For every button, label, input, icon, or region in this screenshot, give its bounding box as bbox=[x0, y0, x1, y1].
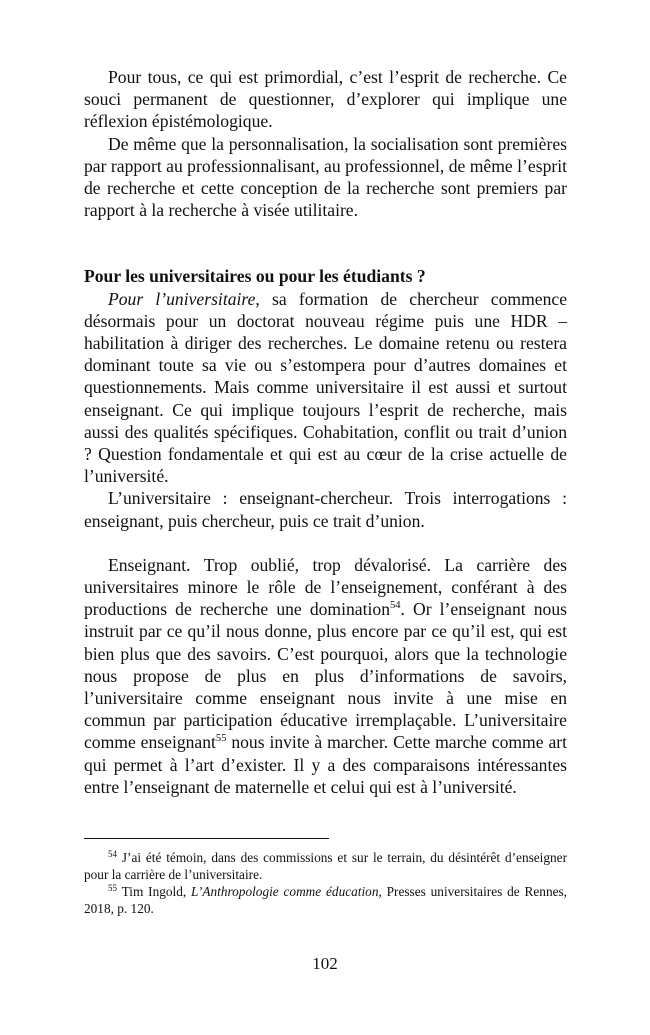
paragraph-text: . Or l’enseignant nous instruit par ce qu’il nous donne, plus encore par ce qu’il est, qui est bien plus que des savoirs. C’est pourquoi, alors que la technologie nous propose de plus en plus d’informations de savoirs, l’universitaire comme enseignant nous invite à une mise en commun par participation éducative irremplaçable. L’universitaire comme enseignant bbox=[84, 599, 567, 753]
italic-phrase: Pour l’universitaire bbox=[108, 288, 256, 309]
paragraph-text: , sa formation de chercheur commence désormais pour un doctorat nouveau régime puis une HDR – habilitation à diriger des recherches. Le domaine retenu ou restera dominant toute sa vie ou s’estompera pour d’autres domaines et questionnements. Mais comme universitaire il est aussi et surtout enseignant. Ce qui implique toujours l’esprit de recherche, mais aussi des qualités spécifiques. Cohabitation, conflit ou trait d’union ? Question fondamentale et qui est au cœur de la crise actuelle de l’université. bbox=[84, 288, 568, 487]
paragraph bbox=[84, 554, 567, 798]
paragraph: Pour tous, ce qui est primordial, c’est l’esprit de recherche. Ce souci permanent de questionner, d’explorer qui implique une réflexion épistémologique. bbox=[84, 67, 567, 132]
footnote-number: 54 bbox=[108, 849, 117, 859]
footnote-reference: 55 bbox=[215, 733, 227, 745]
page-number: 102 bbox=[312, 954, 338, 973]
footnote bbox=[84, 883, 567, 917]
section-gap bbox=[84, 221, 567, 265]
footnote-text: , Presses universitaires de Rennes, 2018, p. 120. bbox=[84, 884, 567, 916]
paragraph-text: Enseignant. Trop oublié, trop dévalorisé. La carrière des universitaires minore le rôle de l’enseignement, conférant à des productions de recherche une domination bbox=[84, 554, 567, 620]
section-gap bbox=[84, 532, 567, 554]
footnote-text: J’ai été témoin, dans des commissions et sur le terrain, du désintérêt d’enseigner pour la carrière de l’universitaire. bbox=[84, 850, 567, 882]
paragraph bbox=[84, 288, 567, 488]
section-heading: Pour les universitaires ou pour les étudiants ? bbox=[84, 266, 426, 287]
footnote-text: Tim Ingold, bbox=[117, 884, 192, 899]
paragraph: L’universitaire : enseignant-chercheur. Trois interrogations : enseignant, puis chercheur, puis ce trait d’union. bbox=[84, 488, 567, 531]
footnote-number: 55 bbox=[108, 883, 117, 893]
footnote-reference: 54 bbox=[390, 600, 401, 612]
footnote-title: L’Anthropologie comme éducation bbox=[191, 884, 379, 899]
page-body bbox=[84, 66, 567, 798]
footnote bbox=[84, 849, 567, 883]
paragraph-text: nous invite à marcher. Cette marche comme art qui permet à l’art d’exister. Il y a des comparaisons intéressantes entre l’enseignant de maternelle et celui qui est à l’université. bbox=[84, 732, 567, 797]
paragraph: De même que la personnalisation, la socialisation sont premières par rapport au professionnalisant, au professionnel, de même l’esprit de recherche et cette conception de la recherche sont premiers par rapport à la recherche à visée utilitaire. bbox=[84, 133, 567, 221]
footnotes bbox=[84, 838, 567, 917]
footnote-divider bbox=[84, 838, 329, 839]
